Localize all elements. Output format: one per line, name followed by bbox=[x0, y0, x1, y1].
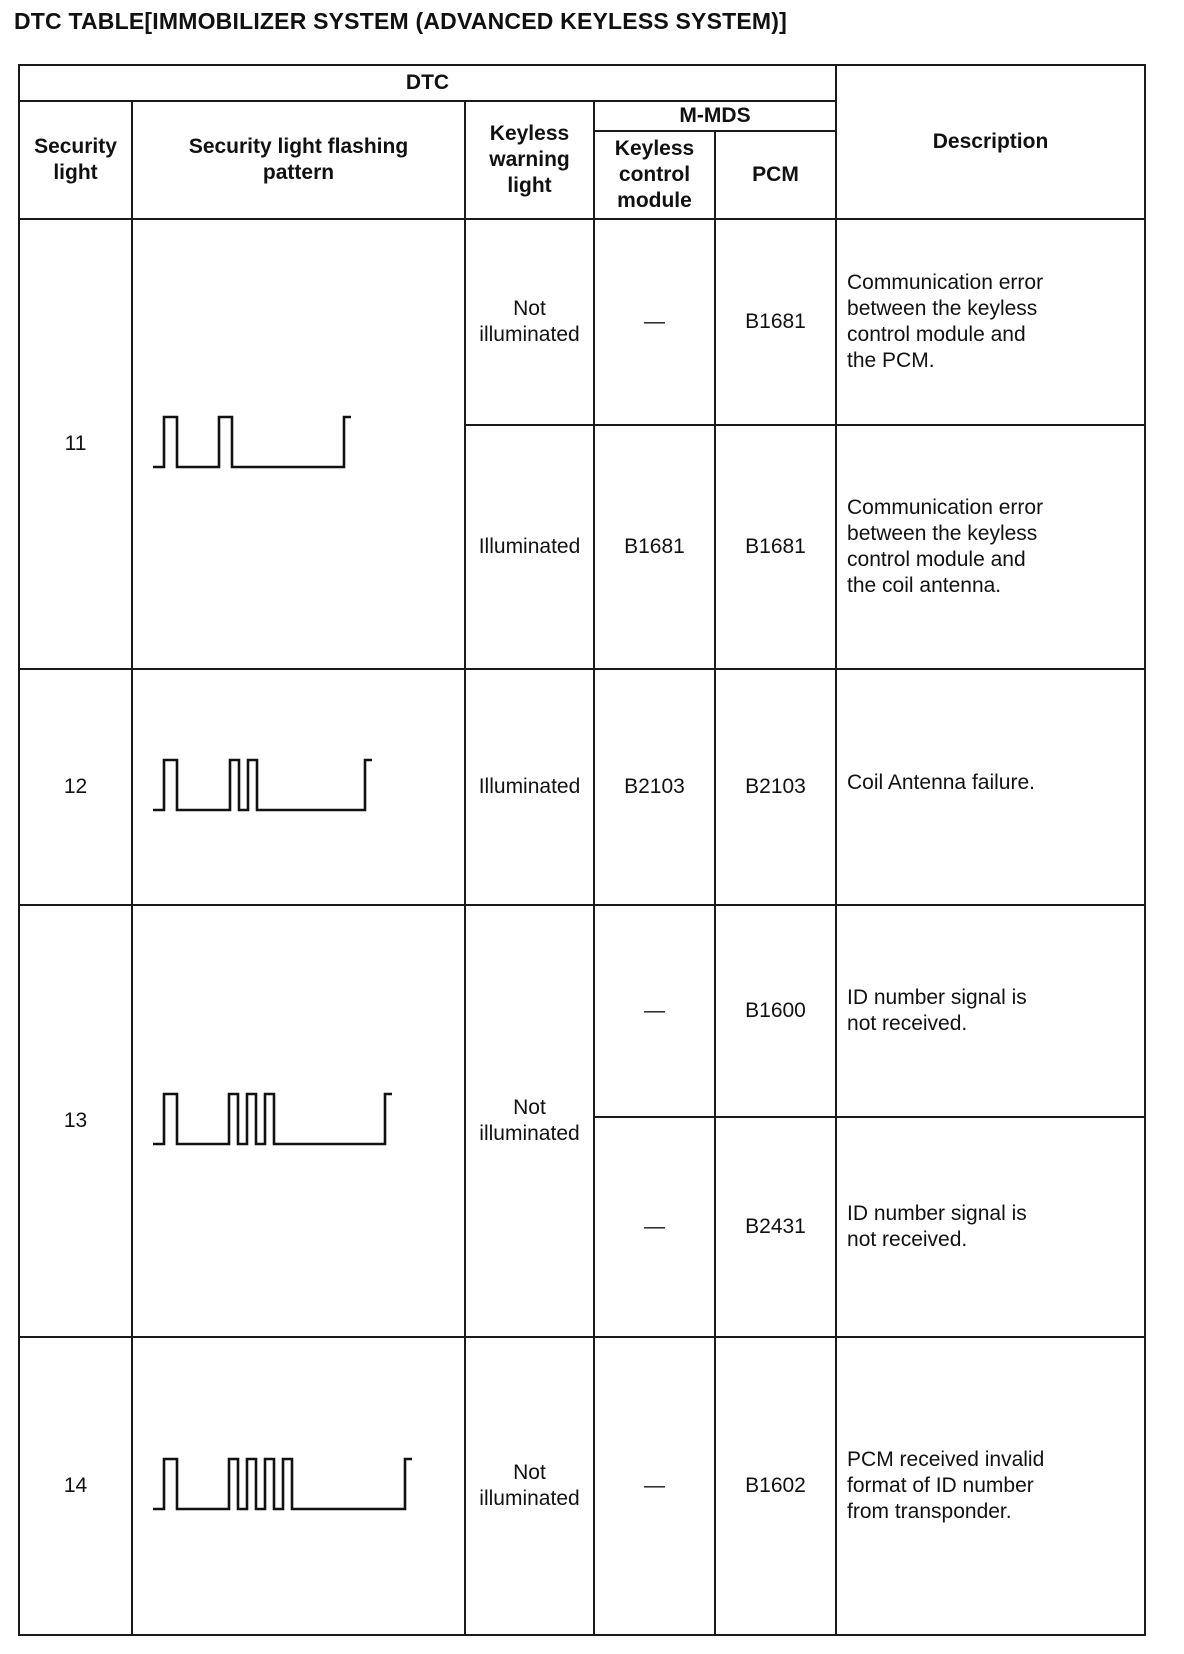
pcm-cell: B1600 bbox=[715, 905, 836, 1117]
dtc-table bbox=[18, 64, 1146, 1636]
keyless-module-cell: — bbox=[594, 1117, 715, 1337]
keyless-module-cell: — bbox=[594, 219, 715, 425]
flashing-pattern-header: Security light flashing pattern bbox=[132, 101, 465, 219]
pcm-cell: B1681 bbox=[715, 425, 836, 669]
security-light-code: 11 bbox=[19, 219, 132, 669]
keyless-module-cell: — bbox=[594, 905, 715, 1117]
pcm-header: PCM bbox=[715, 131, 836, 219]
keyless-control-module-header: Keyless control module bbox=[594, 131, 715, 219]
dtc-header: DTC bbox=[19, 65, 836, 101]
flash-pattern-2-pulses-icon bbox=[145, 409, 405, 479]
description-cell: PCM received invalid format of ID number from transponder. bbox=[836, 1337, 1145, 1635]
flash-pattern-cell bbox=[132, 1337, 465, 1635]
keyless-warning-light-header: Keyless warning light bbox=[465, 101, 594, 219]
keyless-module-cell: B1681 bbox=[594, 425, 715, 669]
description-cell: ID number signal is not received. bbox=[836, 905, 1145, 1117]
security-light-header: Security light bbox=[19, 101, 132, 219]
table-row bbox=[19, 1337, 1145, 1635]
mmds-header: M-MDS bbox=[594, 101, 836, 131]
flash-pattern-cell bbox=[132, 905, 465, 1337]
pcm-cell: B2431 bbox=[715, 1117, 836, 1337]
keyless-warning-cell: Illuminated bbox=[465, 669, 594, 905]
page-title: DTC TABLE[IMMOBILIZER SYSTEM (ADVANCED KEYLESS SYSTEM)] bbox=[14, 8, 787, 34]
pcm-cell: B1681 bbox=[715, 219, 836, 425]
table-row bbox=[19, 219, 1145, 425]
security-light-code: 13 bbox=[19, 905, 132, 1337]
flash-pattern-cell bbox=[132, 669, 465, 905]
table-row bbox=[19, 669, 1145, 905]
description-cell: Communication error between the keyless control module and the coil antenna. bbox=[836, 425, 1145, 669]
header-row-dtc bbox=[19, 65, 1145, 101]
keyless-warning-cell: Not illuminated bbox=[465, 1337, 594, 1635]
description-cell: Coil Antenna failure. bbox=[836, 669, 1145, 905]
pcm-cell: B2103 bbox=[715, 669, 836, 905]
flash-pattern-1-and-2-pulses-icon bbox=[145, 752, 405, 822]
keyless-module-cell: — bbox=[594, 1337, 715, 1635]
security-light-code: 12 bbox=[19, 669, 132, 905]
pcm-cell: B1602 bbox=[715, 1337, 836, 1635]
keyless-module-cell: B2103 bbox=[594, 669, 715, 905]
description-cell: Communication error between the keyless control module and the PCM. bbox=[836, 219, 1145, 425]
security-light-code: 14 bbox=[19, 1337, 132, 1635]
keyless-warning-cell: Not illuminated bbox=[465, 219, 594, 425]
keyless-warning-cell: Not illuminated bbox=[465, 905, 594, 1337]
flash-pattern-1-and-3-pulses-icon bbox=[145, 1086, 405, 1156]
description-cell: ID number signal is not received. bbox=[836, 1117, 1145, 1337]
keyless-warning-cell: Illuminated bbox=[465, 425, 594, 669]
flash-pattern-cell bbox=[132, 219, 465, 669]
description-header: Description bbox=[836, 65, 1145, 219]
table-row bbox=[19, 905, 1145, 1117]
flash-pattern-1-and-4-pulses-icon bbox=[145, 1451, 425, 1521]
